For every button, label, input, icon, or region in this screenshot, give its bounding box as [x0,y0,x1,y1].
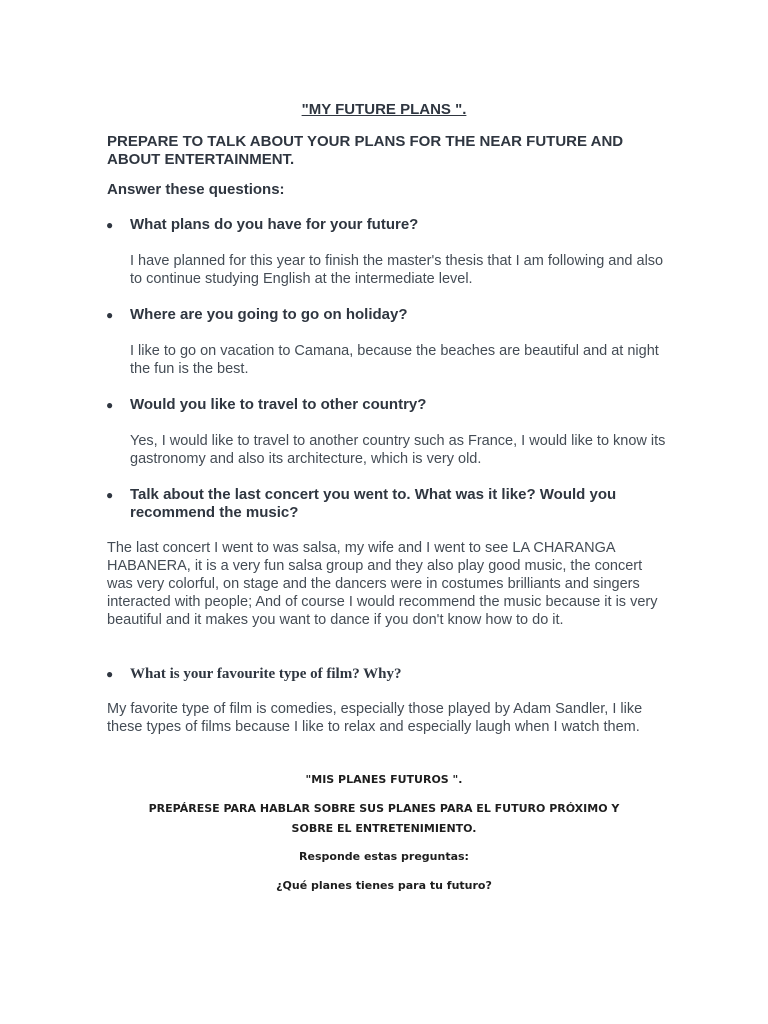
bullet-icon: ● [106,398,114,412]
question-4: Talk about the last concert you went to. What was it like? Would you recommend the music? [130,486,617,521]
bullet-icon: ● [106,308,114,322]
answer-5: My favorite type of film is comedies, especially those played by Adam Sandler, I like these types of films because I like to relax and especially laugh when I watch them. [107,701,643,735]
question-1: What plans do you have for your future? [130,216,419,233]
bullet-icon: ● [106,218,114,232]
bullet-icon: ● [106,488,114,502]
spanish-title: "MIS PLANES FUTUROS ". [305,773,463,786]
bullet-icon: ● [106,667,114,681]
document-title: "MY FUTURE PLANS ". [301,101,467,118]
answer-1: I have planned for this year to finish the master's thesis that I am following and also to continue studying English at the intermediate level. [130,253,664,287]
question-2: Where are you going to go on holiday? [130,306,408,323]
answer-2: I like to go on vacation to Camana, because the beaches are beautiful and at night the fun is the best. [130,343,659,377]
question-3: Would you like to travel to other country? [130,396,427,413]
answer-prompt: Answer these questions: [107,181,285,198]
spanish-instructions: PREPÁRESE PARA HABLAR SOBRE SUS PLANES PARA EL FUTURO PRÓXIMO Y SOBRE EL ENTRETENIMIENTO. [148,802,620,835]
question-5: What is your favourite type of film? Why? [130,666,402,682]
answer-4: The last concert I went to was salsa, my wife and I went to see LA CHARANGA HABANERA, it is a very fun salsa group and they also play good music, the concert was very colorful, on stage and the dancers were in costumes brilliants and singers interacted with people; And of course I would recommend the music because it is very beautiful and it makes you want to dance if you don't know how to do it. [107,540,658,628]
answer-3: Yes, I would like to travel to another country such as France, I would like to know its gastronomy and also its architecture, which is very old. [130,433,666,467]
spanish-answer-prompt: Responde estas preguntas: [299,850,469,863]
instructions-heading: PREPARE TO TALK ABOUT YOUR PLANS FOR THE NEAR FUTURE AND ABOUT ENTERTAINMENT. [107,133,624,168]
spanish-question-1: ¿Qué planes tienes para tu futuro? [276,879,492,892]
